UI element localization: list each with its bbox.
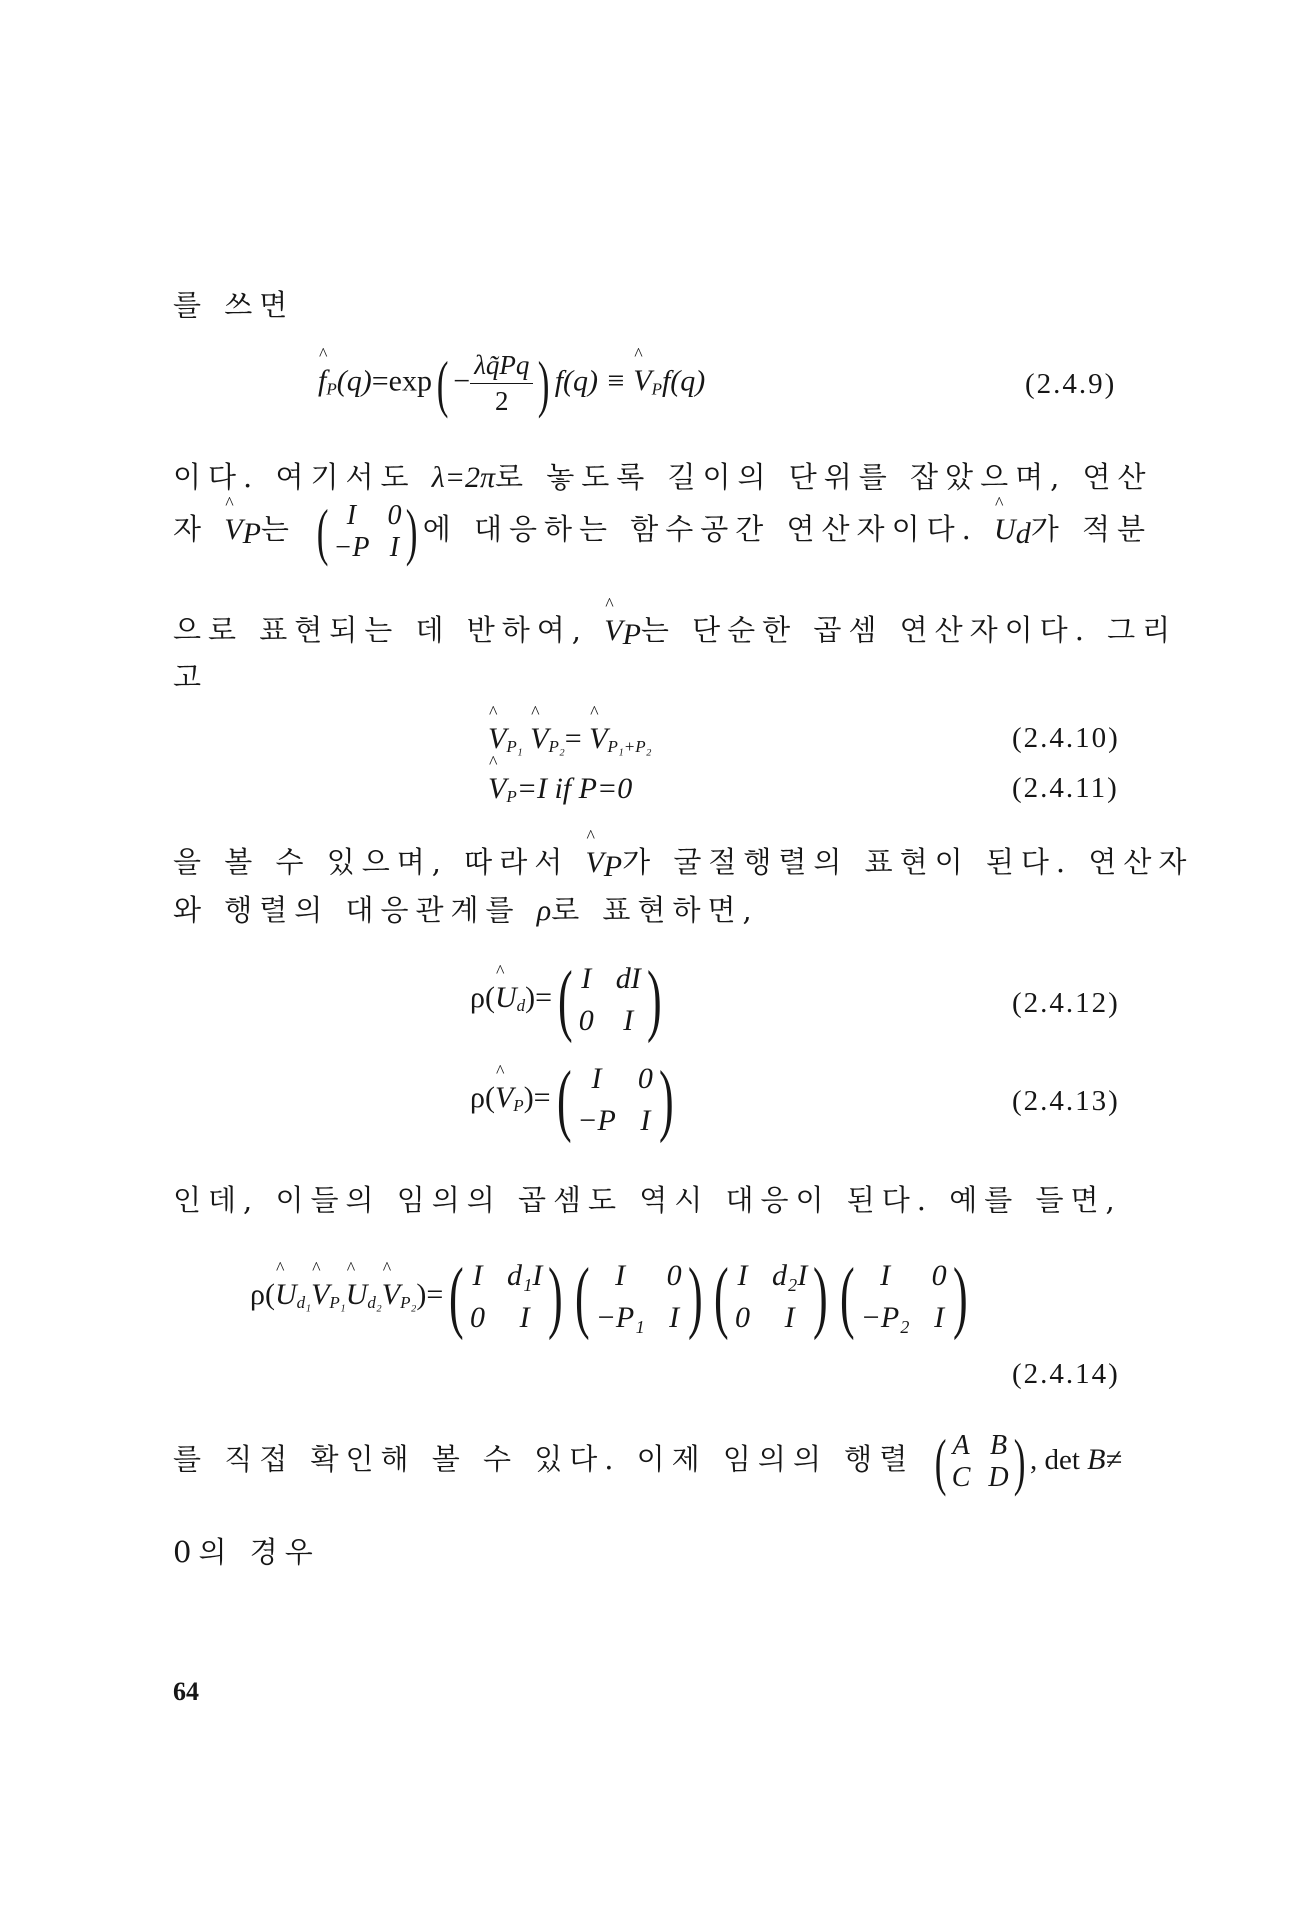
math-text: (q) xyxy=(336,364,372,398)
math-symbol: ^ f xyxy=(318,364,326,398)
text-span: 가 굴절행렬의 표현이 된다. 연산자 xyxy=(622,845,1194,879)
equation-2-4-13 xyxy=(470,1058,679,1142)
math-subscript: P₁ xyxy=(329,1292,346,1312)
matrix-entry: I xyxy=(640,1104,651,1137)
text-span: 로 놓도록 길이의 단위를 잡았으며, 연산 xyxy=(495,460,1153,494)
math-subscript: d xyxy=(1015,516,1031,550)
matrix-entry: 0 xyxy=(931,1259,947,1292)
matrix-entry: −P xyxy=(333,532,370,563)
math-symbol: ^ V xyxy=(530,722,548,756)
matrix-entry: I xyxy=(934,1301,945,1334)
equation-2-4-12 xyxy=(470,958,667,1042)
matrix-entry: I xyxy=(519,1301,530,1334)
right-paren-icon: ) xyxy=(538,347,550,419)
text-span: 와 행렬의 대응관계를 xyxy=(173,893,537,927)
text-span: , det xyxy=(1029,1443,1088,1476)
text-span: 자 xyxy=(173,511,225,546)
math-subscript: d xyxy=(516,995,526,1015)
matrix-entry: I xyxy=(669,1301,680,1334)
text-line xyxy=(173,455,1153,496)
matrix-entry: I xyxy=(737,1259,748,1292)
math-inline: B≠ xyxy=(1087,1442,1122,1476)
math-subscript: P xyxy=(242,516,261,550)
right-paren-icon: ) xyxy=(813,1253,829,1341)
equation-label: (2.4.10) xyxy=(1012,722,1120,754)
right-paren-icon: ) xyxy=(548,1253,564,1341)
matrix-entry: I xyxy=(389,532,400,563)
matrix-entry: I xyxy=(615,1259,626,1292)
matrix-entry: −P₁ xyxy=(595,1301,645,1334)
left-paren-icon: ( xyxy=(556,1056,572,1144)
left-paren-icon: ( xyxy=(575,1253,590,1341)
matrix-entry: A xyxy=(952,1430,970,1461)
math-text: = xyxy=(564,722,582,755)
matrix-entry: I xyxy=(784,1301,795,1334)
text-span: 는 xyxy=(260,511,296,546)
fraction-numerator: λq̃Pq xyxy=(470,350,533,384)
math-symbol: ^ V xyxy=(224,513,242,547)
equation-2-4-10 xyxy=(488,722,652,757)
text-line xyxy=(173,608,1177,652)
math-text: f(q) xyxy=(661,364,706,398)
math-symbol: ^ V xyxy=(585,846,603,880)
matrix-grid xyxy=(470,1255,542,1339)
matrix-entry: I xyxy=(591,1062,602,1095)
math-subscript: P₂ xyxy=(548,737,565,756)
math-symbol: ^ U xyxy=(275,1278,297,1312)
left-paren-icon: ( xyxy=(935,1426,947,1497)
matrix-entry: d₂I xyxy=(771,1259,808,1292)
math-subscript: P xyxy=(603,850,623,883)
left-paren-icon: ( xyxy=(449,1253,464,1341)
text-line xyxy=(173,1426,1122,1497)
matrix-entry: I xyxy=(880,1259,891,1292)
equation-2-4-11 xyxy=(488,772,632,807)
matrix-entry: d₁I xyxy=(506,1259,543,1292)
matrix-entry: C xyxy=(951,1462,971,1493)
matrix-grid xyxy=(735,1255,807,1339)
matrix-entry: 0 xyxy=(666,1259,682,1292)
text-span: 는 단순한 곱셈 연산자이다. 그리 xyxy=(640,613,1178,647)
math-subscript: P xyxy=(651,379,662,399)
equation-label: (2.4.11) xyxy=(1012,772,1119,804)
right-paren-icon: ) xyxy=(687,1253,703,1341)
matrix-entry: 0 xyxy=(578,1004,594,1037)
math-symbol: ^ V xyxy=(633,364,651,398)
text-span: 을 볼 수 있으며, 따라서 xyxy=(173,845,586,879)
text-line xyxy=(173,888,759,929)
equation-label: (2.4.12) xyxy=(1012,987,1120,1019)
equation-label: (2.4.14) xyxy=(1012,1358,1120,1390)
math-text: )= xyxy=(525,980,553,1014)
fraction xyxy=(470,350,533,417)
matrix-entry: 0 xyxy=(734,1301,750,1334)
math-text: )= xyxy=(416,1277,444,1311)
math-text: ρ( xyxy=(470,1080,495,1114)
right-paren-icon: ) xyxy=(1013,1426,1026,1497)
text-span: 이다. 여기서도 xyxy=(173,460,432,494)
left-paren-icon: ( xyxy=(558,956,573,1044)
math-subscript: P xyxy=(326,379,337,399)
text-span: 으로 표현되는 데 반하여, xyxy=(173,613,605,647)
text-line: 를 쓰면 xyxy=(173,288,295,322)
matrix-grid xyxy=(861,1255,947,1339)
matrix-entry: I xyxy=(346,500,357,531)
matrix-entry: −P₂ xyxy=(860,1301,910,1334)
equation-label: (2.4.13) xyxy=(1012,1085,1120,1117)
math-symbol: ^ U xyxy=(495,981,517,1015)
matrix-entry: I xyxy=(472,1259,483,1292)
text-line: 인데, 이들의 임의의 곱셈도 역시 대응이 된다. 예를 들면, xyxy=(173,1183,1122,1217)
text-span: 를 직접 확인해 볼 수 있다. 이제 임의의 행렬 xyxy=(173,1441,915,1476)
math-subscript: P xyxy=(506,787,517,806)
text-span: 로 표현하면, xyxy=(551,893,759,927)
matrix-entry: D xyxy=(988,1462,1009,1493)
page-number: 64 xyxy=(173,1677,199,1706)
right-paren-icon: ) xyxy=(406,496,418,567)
math-symbol: ^ V xyxy=(589,722,607,756)
text-line xyxy=(173,840,1193,884)
matrix-entry: 0 xyxy=(637,1062,653,1095)
matrix-entry: 0 xyxy=(387,500,402,531)
math-text: ρ( xyxy=(470,980,495,1014)
matrix-entry: I xyxy=(623,1004,634,1037)
matrix-grid xyxy=(952,1430,1009,1494)
left-paren-icon: ( xyxy=(316,496,329,567)
math-symbol: ^ V xyxy=(382,1278,400,1312)
equation-2-4-14 xyxy=(250,1255,973,1339)
text-span: 에 대응하는 함수공간 연산자이다. xyxy=(422,511,995,546)
text-span: 가 적분 xyxy=(1030,511,1152,546)
matrix-entry: B xyxy=(989,1430,1008,1461)
text-line xyxy=(173,496,1152,567)
math-symbol: ^ V xyxy=(495,1081,513,1115)
math-text: − xyxy=(453,364,471,398)
math-inline: ρ xyxy=(536,894,552,927)
right-paren-icon: ) xyxy=(646,956,662,1044)
math-symbol: ^ V xyxy=(311,1278,329,1312)
math-symbol: ^ V xyxy=(604,614,622,648)
math-subscript: d₁ xyxy=(296,1292,312,1312)
inline-matrix xyxy=(312,496,423,567)
matrix-grid xyxy=(577,1058,653,1142)
math-symbol: ^ U xyxy=(994,513,1016,547)
matrix-grid xyxy=(333,500,401,564)
matrix-grid xyxy=(596,1255,682,1339)
inline-matrix xyxy=(930,1426,1030,1497)
matrix-entry: dI xyxy=(615,962,641,995)
text-line: 0의 경우 xyxy=(173,1535,320,1569)
math-subscript: P₁+P₂ xyxy=(607,737,652,756)
math-subscript: P xyxy=(513,1095,524,1115)
matrix-entry: −P xyxy=(577,1104,616,1137)
fraction-denominator: 2 xyxy=(495,386,509,416)
math-subscript: d₂ xyxy=(367,1292,382,1312)
math-text: =exp xyxy=(371,364,432,398)
left-paren-icon: ( xyxy=(714,1253,729,1341)
math-subscript: P₂ xyxy=(400,1292,417,1312)
math-inline: λ=2π xyxy=(431,461,496,494)
right-paren-icon: ) xyxy=(658,1056,674,1144)
equation-label: (2.4.9) xyxy=(1025,368,1117,400)
math-symbol: ^ V xyxy=(488,772,506,806)
matrix-entry: I xyxy=(581,962,592,995)
text-line: 고 xyxy=(173,660,209,694)
left-paren-icon: ( xyxy=(436,347,449,419)
math-text: )= xyxy=(523,1080,551,1114)
math-symbol: ^ V xyxy=(488,722,506,756)
math-subscript: P₁ xyxy=(506,737,523,756)
matrix-entry: 0 xyxy=(469,1301,485,1334)
math-subscript: P xyxy=(622,618,641,651)
equation-2-4-9 xyxy=(318,347,706,419)
left-paren-icon: ( xyxy=(840,1253,855,1341)
matrix-grid xyxy=(579,958,641,1042)
math-symbol: ^ U xyxy=(346,1278,368,1312)
math-text: =I if P=0 xyxy=(516,772,633,805)
math-text: ρ( xyxy=(250,1277,275,1311)
right-paren-icon: ) xyxy=(952,1253,968,1341)
math-text: f(q) ≡ xyxy=(554,364,634,398)
